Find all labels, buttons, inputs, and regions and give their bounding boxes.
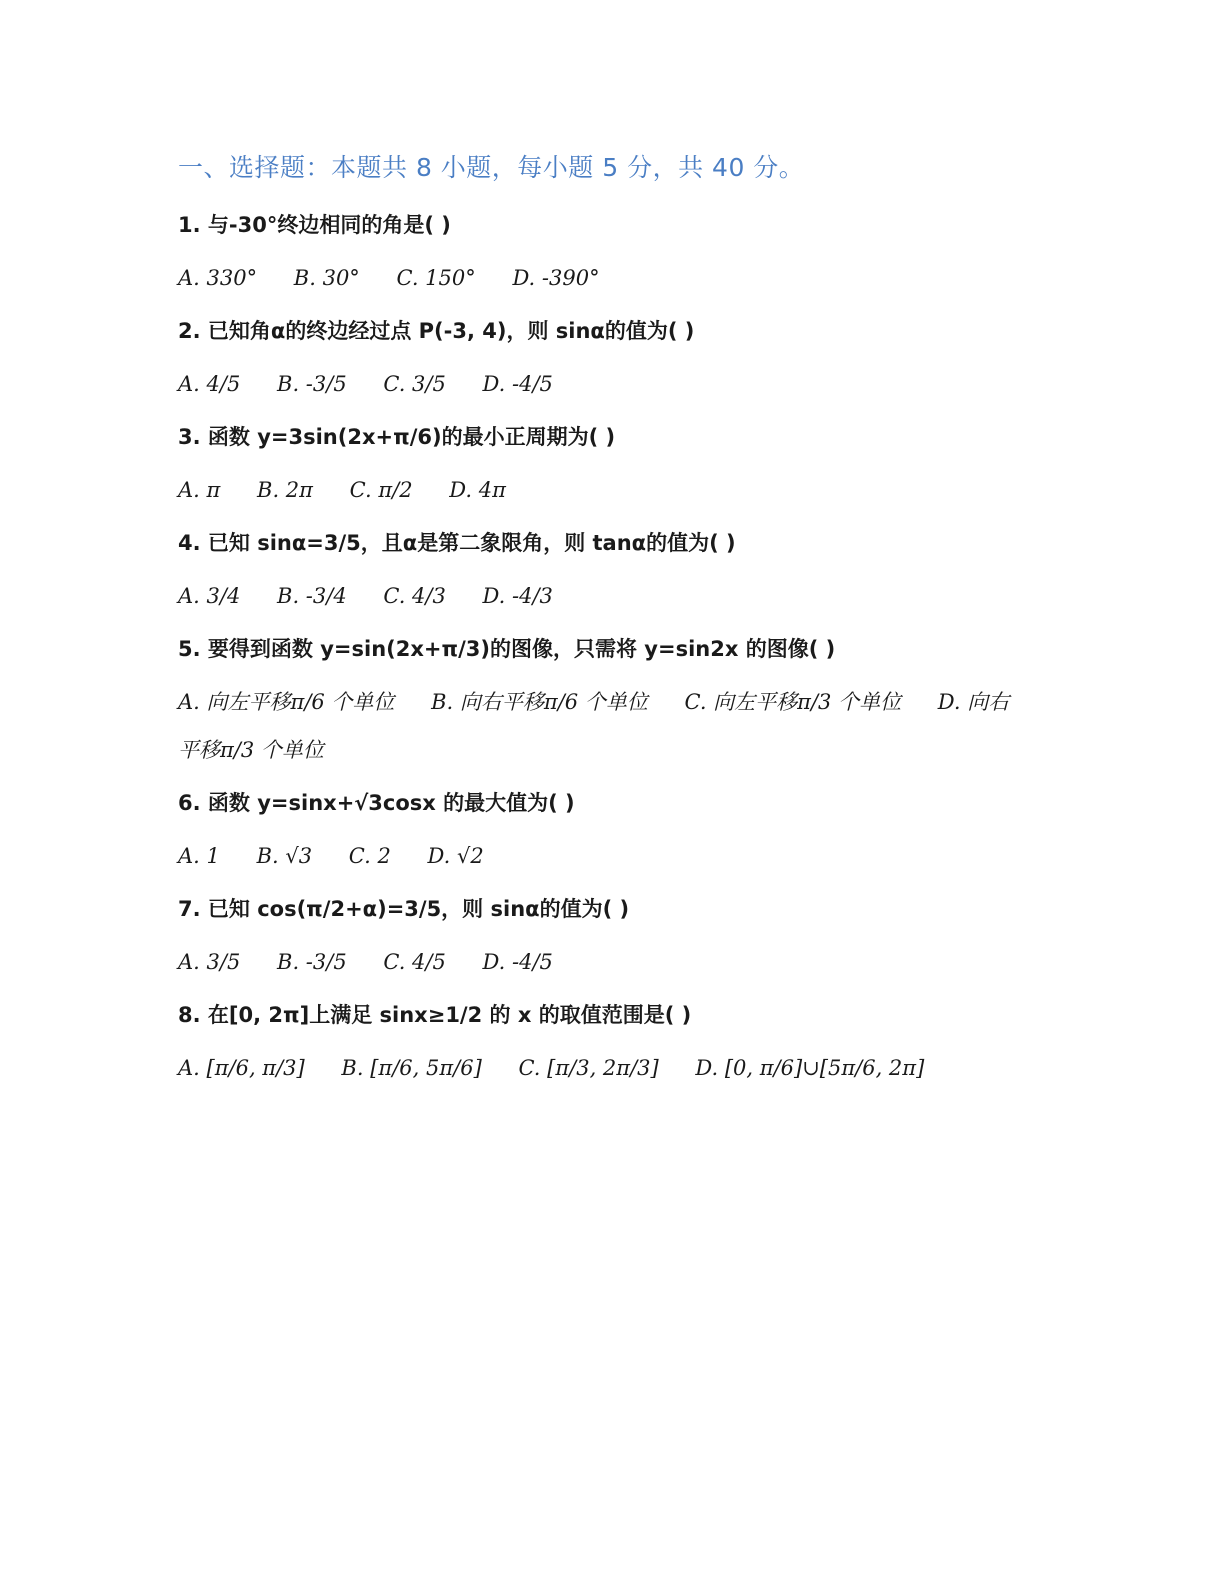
option-d: D. [0, π/6]∪[5π/6, 2π] xyxy=(695,1056,925,1080)
option-c: C. 向左平移π/3 个单位 xyxy=(684,690,902,714)
option-d: D. -390° xyxy=(512,266,600,290)
question-stem: 1. 与-30°终边相同的角是( ) xyxy=(178,213,451,237)
question-stem: 6. 函数 y=sinx+√3cosx 的最大值为( ) xyxy=(178,791,575,815)
option-c: C. 2 xyxy=(348,844,391,868)
option-a: A. 向左平移π/6 个单位 xyxy=(178,690,395,714)
option-list xyxy=(178,572,1028,620)
option-c: C. 3/5 xyxy=(383,372,446,396)
option-a: A. 3/4 xyxy=(178,584,241,608)
question-stem: 7. 已知 cos(π/2+α)=3/5，则 sinα的值为( ) xyxy=(178,897,630,921)
option-a: A. [π/6, π/3] xyxy=(178,1056,305,1080)
option-d: D. √2 xyxy=(427,844,484,868)
option-d: D. -4/5 xyxy=(482,372,553,396)
option-c: C. 4/3 xyxy=(383,584,446,608)
question-stem: 8. 在[0, 2π]上满足 sinx≥1/2 的 x 的取值范围是( ) xyxy=(178,1003,692,1027)
question-5 xyxy=(178,634,1028,774)
option-d: D. -4/5 xyxy=(482,950,553,974)
option-a: A. 3/5 xyxy=(178,950,241,974)
question-4 xyxy=(178,528,1028,620)
option-d: D. -4/3 xyxy=(482,584,553,608)
option-d: D. 4π xyxy=(449,478,506,502)
question-8 xyxy=(178,1000,1028,1092)
option-list xyxy=(178,678,1028,774)
question-7 xyxy=(178,894,1028,986)
question-stem: 2. 已知角α的终边经过点 P(-3, 4)，则 sinα的值为( ) xyxy=(178,319,695,343)
option-a: A. 1 xyxy=(178,844,220,868)
option-a: A. π xyxy=(178,478,221,502)
question-stem: 4. 已知 sinα=3/5，且α是第二象限角，则 tanα的值为( ) xyxy=(178,531,736,555)
option-list xyxy=(178,938,1028,986)
question-1 xyxy=(178,210,1028,302)
option-list xyxy=(178,360,1028,408)
question-3 xyxy=(178,422,1028,514)
option-b: B. 2π xyxy=(257,478,313,502)
option-b: B. -3/5 xyxy=(277,950,347,974)
option-c: C. 4/5 xyxy=(383,950,446,974)
option-c: C. 150° xyxy=(396,266,476,290)
question-stem: 5. 要得到函数 y=sin(2x+π/3)的图像，只需将 y=sin2x 的图像( ) xyxy=(178,637,836,661)
exam-page xyxy=(178,148,1028,1106)
option-d: D. 向右平移π/3 个单位 xyxy=(178,690,1010,762)
option-list xyxy=(178,1044,1028,1092)
option-c: C. π/2 xyxy=(349,478,413,502)
option-a: A. 4/5 xyxy=(178,372,241,396)
section-heading: 一、选择题：本题共 8 小题，每小题 5 分，共 40 分。 xyxy=(178,153,805,182)
option-b: B. √3 xyxy=(256,844,313,868)
question-6 xyxy=(178,788,1028,880)
option-b: B. -3/5 xyxy=(277,372,347,396)
option-b: B. 向右平移π/6 个单位 xyxy=(431,690,648,714)
option-list xyxy=(178,832,1028,880)
question-stem: 3. 函数 y=3sin(2x+π/6)的最小正周期为( ) xyxy=(178,425,616,449)
option-b: B. -3/4 xyxy=(277,584,347,608)
option-c: C. [π/3, 2π/3] xyxy=(518,1056,659,1080)
question-2 xyxy=(178,316,1028,408)
option-a: A. 330° xyxy=(178,266,258,290)
option-b: B. 30° xyxy=(293,266,360,290)
option-b: B. [π/6, 5π/6] xyxy=(341,1056,482,1080)
option-list xyxy=(178,466,1028,514)
option-list xyxy=(178,254,1028,302)
